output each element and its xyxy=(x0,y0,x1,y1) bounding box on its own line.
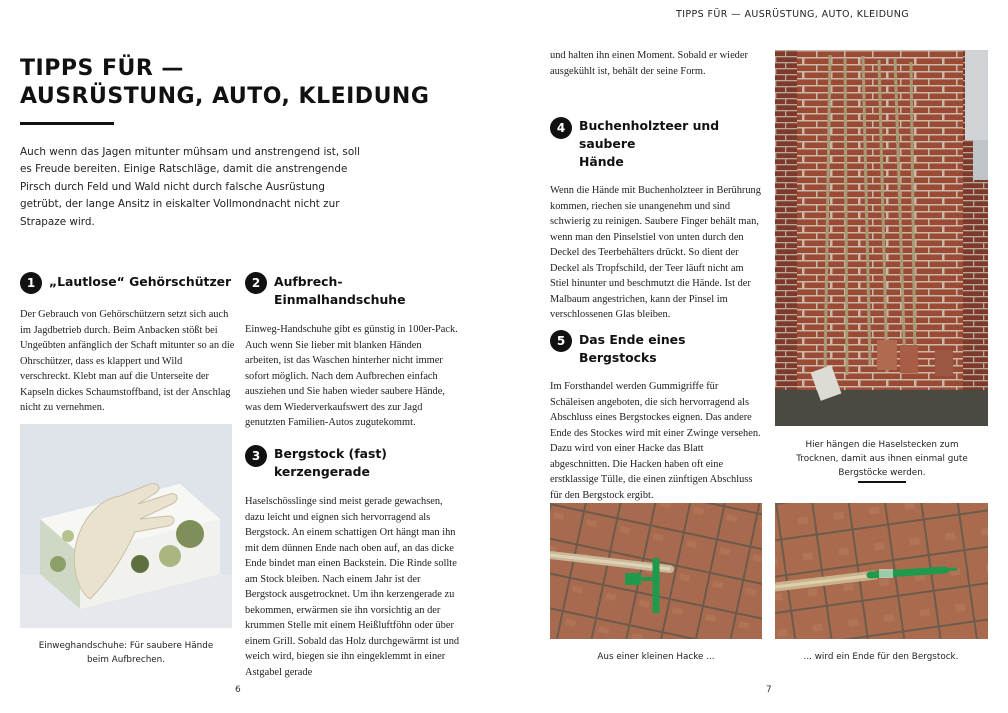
section-3-heading xyxy=(245,444,460,481)
section-5-body: Im Forsthandel werden Gummigriffe für Schäleisen angeboten, die sich hervorragend als Abschluss eines Bergstockes eignen. Das andere Ende des Stockes wird mit einer Zwinge versehen. Dazu wird von einer Hacke das Blatt abgeschnitten. Die Hacken haben oft eine erstklassige Tülle, die einen zünftigen Abschluss für den Bergstock ergibt. xyxy=(550,381,761,501)
section-4-body: Wenn die Hände mit Buchenholzteer in Berührung kommen, riechen sie unangenehm und sind schwierig zu reinigen. Saubere Finger behält man, wenn man den Pinselstiel von unten durch den Deckel des Teerbehälters drückt. So dient der Deckel als Tropfschild, der Teer läuft nicht am Stiel hinunter und beschmutzt die Hände. Ist der Malbaum angestrichen, kann der Pinsel im verschlossenen Glas bleiben. xyxy=(550,185,761,320)
wall-caption: Hier hängen die Haselstecken zum Trocknen, damit aus ihnen einmal gute Bergstöcke werden. xyxy=(796,440,968,478)
title-rule xyxy=(20,122,114,125)
section-number-badge: 2 xyxy=(245,272,267,294)
brick-wall-photo xyxy=(775,50,988,426)
section-1 xyxy=(20,272,235,416)
section-5 xyxy=(550,330,765,503)
section-2-heading xyxy=(245,272,460,309)
section-number-badge: 4 xyxy=(550,117,572,139)
hoe-caption: Aus einer kleinen Hacke ... xyxy=(597,652,715,662)
section-3-title xyxy=(274,444,387,481)
stick-end-graphic xyxy=(775,503,988,639)
brick-wall-graphic xyxy=(775,50,988,426)
section-4-heading xyxy=(550,116,765,171)
section-5-heading xyxy=(550,330,765,367)
end-caption: ... wird ein Ende für den Bergstock. xyxy=(803,652,959,662)
section-3-title-line1: Bergstock (fast) xyxy=(274,446,387,461)
section-1-heading xyxy=(20,272,235,294)
section-2 xyxy=(245,272,460,431)
section-1-body: Der Gebrauch von Gehörschützern setzt sich auch im Jagdbetrieb durch. Beim Anbacken stößt bei Ungeübten anfänglich der Schaft mitunter so an die Ohrschützer, dass es klappert und Wild verschreckt. Klebt man auf die Unterseite der Kapseln dickes Schaumstoffband, ist der Anschlag nicht zu vernehmen. xyxy=(20,309,235,413)
page-number-left: 6 xyxy=(235,685,241,695)
section-4-title-line2: Hände xyxy=(579,154,624,169)
gloves-photo xyxy=(20,424,232,628)
gloves-caption: Einweghandschuhe: Für saubere Hände beim Aufbrechen. xyxy=(38,641,214,665)
section-3-body: Haselschösslinge sind meist gerade gewachsen, dazu leicht und eignen sich hervorragend als Bergstock. An einem schattigen Ort hängt man ihn mit dem dünnen Ende nach oben auf, an das dicke Ende bindet man einen Backstein. Die Rinde sollte am Stock bleiben. Nach einem Jahr ist der Bergstock ausgetrocknet. Um ihn kerzengerade zu bekommen, erwärmen sie ihn vorsichtig an der krummen Stelle mit einem Heißluftföhn oder über einem Grill. Sobald das Holz durchgewärmt ist und weich wird, biegen sie ihn eingeklemmt in einer Astgabel gerade xyxy=(245,496,460,678)
section-4-title xyxy=(579,116,765,171)
stick-end-photo xyxy=(775,503,988,639)
page-title-line2: AUSRÜSTUNG, AUTO, KLEIDUNG xyxy=(20,84,430,109)
caption-rule xyxy=(858,481,906,483)
page-title-line1: TIPPS FÜR — xyxy=(20,56,184,81)
section-number-badge: 1 xyxy=(20,272,42,294)
section-3-title-line2: kerzengerade xyxy=(274,464,370,479)
section-number-badge: 3 xyxy=(245,445,267,467)
hoe-graphic xyxy=(550,503,762,639)
running-head: TIPPS FÜR — AUSRÜSTUNG, AUTO, KLEIDUNG xyxy=(676,9,910,20)
gloves-photo-graphic xyxy=(20,424,232,628)
section-number-badge: 5 xyxy=(550,330,572,352)
section-2-body: Einweg-Handschuhe gibt es günstig in 100er-Pack. Auch wenn Sie lieber mit blanken Händen arbeiten, ist das Waschen hinterher nicht immer sofort möglich. Nach dem Aufbrechen einfach ausziehen und Sie haben wieder saubere Hände, was dem Wiederverkaufswert des zur Jagd genutzten Familien-Autos zugutekommt. xyxy=(245,324,458,428)
section-3 xyxy=(245,444,460,680)
section-4 xyxy=(550,116,765,323)
continuation-text: und halten ihn einen Moment. Sobald er wieder ausgekühlt ist, behält der seine Form. xyxy=(550,50,748,77)
section-5-title: Das Ende eines Bergstocks xyxy=(579,332,686,365)
section-2-title: Aufbrech-Einmalhandschuhe xyxy=(274,274,406,307)
section-4-title-line1: Buchenholzteer und saubere xyxy=(579,118,720,151)
page-number-right: 7 xyxy=(766,685,772,695)
hoe-photo xyxy=(550,503,762,639)
intro-paragraph: Auch wenn das Jagen mitunter mühsam und anstrengend ist, soll es Freude bereiten. Einige Ratschläge, damit die anstrengende Pirsch durch Feld und Wald nicht durch falsche Ausrüstung getrübt, der lange Ansitz in eiskalter Vollmondnacht nicht zur Strapaze wird. xyxy=(20,146,360,228)
section-1-title: „Lautlose“ Gehörschützer xyxy=(49,274,232,289)
page-title xyxy=(20,55,429,111)
